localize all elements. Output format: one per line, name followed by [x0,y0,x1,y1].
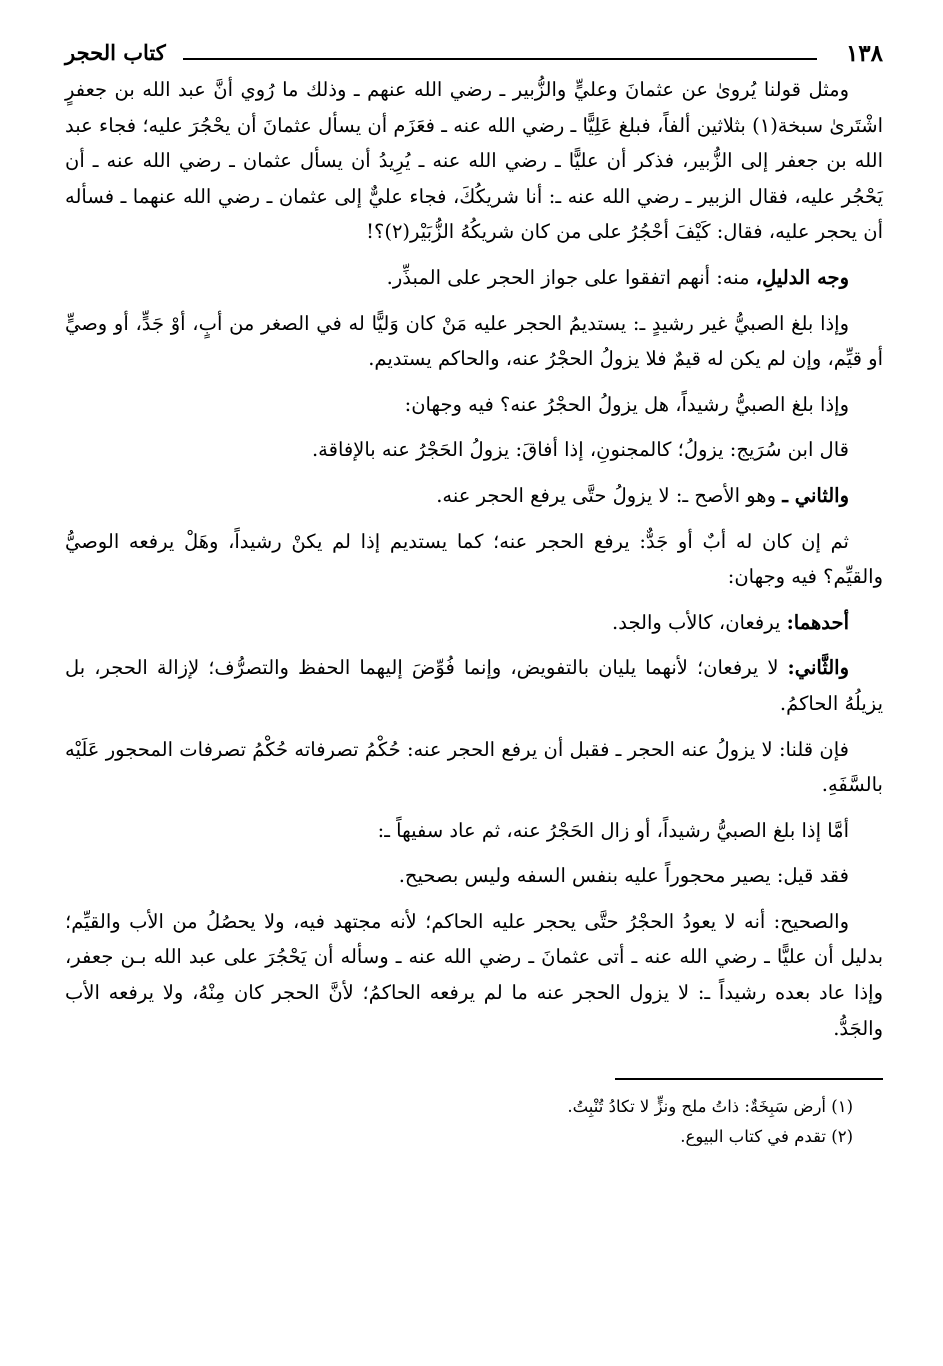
page-header [65,38,883,72]
paragraph-text: وإذا بلغ الصبيُّ رشيداً، هل يزولُ الحجْرُ عنه؟ فيه وجهان: [404,392,849,416]
footnote: (٢) تقدم في كتاب البيوع. [680,1127,853,1147]
running-title: كتاب الحجر [65,40,166,65]
paragraph [65,72,883,250]
paragraph [65,650,883,721]
paragraph-text: وإذا بلغ الصبيُّ غير رشيدٍ ـ: يستديمُ الحجر عليه مَنْ كان وَليًّا له في الصغر من أبٍ، أوْ جَدٍّ، أو وصيٍّ أو قيِّم، وإن لم يكن له قيمٌ فلا يزولُ الحجْرُ عنه، والحاكم يستديم. [65,311,883,371]
paragraph-lead: والثاني ـ [782,483,849,507]
paragraph-text: يرفعان، كالأب والجد. [612,610,787,634]
paragraph [65,605,883,641]
paragraph-lead: أحدهما: [786,610,849,634]
paragraph-text: لا يرفعان؛ لأنهما يليان بالتفويض، وإنما فُوِّضَ إليهما الحفظ والتصرُّف؛ لإزالة الحجر، بل يزيلُهُ الحاكمُ. [65,656,883,715]
paragraph-text: قال ابن سُرَيج: يزولُ؛ كالمجنونِ، إذا أفاقَ: يزولُ الحَجْرُ عنه بالإفاقة. [311,438,849,462]
paragraph-text: أمَّا إذا بلغ الصبيُّ رشيداً، أو زال الحَجْرُ عنه، ثم عاد سفيهاً ـ: [377,818,849,842]
header-rule [183,58,817,60]
paragraph-lead: وجه الدليلِ، [755,265,849,289]
page-body [65,72,883,1046]
paragraph [65,524,883,595]
paragraph-text: وهو الأصح ـ: لا يزولُ حتَّى يرفع الحجر عنه. [436,483,783,507]
paragraph-text: فإن قلنا: لا يزولُ عنه الحجر ـ فقبل أن يرفع الحجر عنه: حُكْمُ تصرفاته حُكْمُ تصرفات المحجور عَلَيْه بالسَّفَهِ. [65,737,883,797]
paragraph [65,813,883,849]
paragraph [65,904,883,1046]
book-page [65,38,883,1152]
paragraph-text: ومثل قولنا يُروىٰ عن عثمانَ وعليٍّ والزُّبير ـ رضي الله عنهم ـ وذلك ما رُوي أنَّ عبد الله بن جعفرٍ اشْتَرىٰ سبخة(١) بثلاثين ألفاً، فبلغ عَلِيًّا ـ رضي الله عنه ـ فعَزَم أن يسأل عثمانَ أن يحْجُرَ عليه؛ فجاء عبد الله بن جعفر إلى الزُّبير، فذكر أن عليًّا ـ رضي الله عنه ـ يُرِيدُ أن يسأل عثمان ـ رضي الله عنه ـ أن يَحْجُر عليه، فقال الزبير ـ رضي الله عنه ـ: أنا شريكُكَ، فجاء عليٌّ إلى عثمان ـ رضي الله عنهما ـ فسأله أن يحجر عليه، فقال: كَيْفَ أحْجُرُ على من كان شريكُهُ الزُّبَيْر(٢)؟! [65,78,883,244]
paragraph [65,478,883,514]
footnote: (١) أرض سَبِخَةٌ: ذاتُ ملح ونزٍّ لا تكادُ تُنْبِتُ. [567,1097,853,1117]
paragraph [65,387,883,423]
paragraph-text: والصحيح: أنه لا يعودُ الحجْرُ حتَّى يحجر عليه الحاكم؛ لأنه مجتهد فيه، ولا يحصُلُ من الأب والقيِّم؛ بدليل أن عليًّا ـ رضي الله عنه ـ أتى عثمانَ ـ رضي الله عنه ـ وسأله أن يَحْجُرَ على عبد الله بـن جعفر، وإذا عاد بعده رشيداً ـ: لا يزول الحجر عنه ما لم يرفعه الحاكمُ؛ لأنَّ الحجر كان مِنْهُ، ولا يرفعه الأب والجَدُّ. [65,909,883,1040]
paragraph-text: فقد قيل: يصير محجوراً عليه بنفس السفه وليس بصحيح. [398,864,849,888]
paragraph [65,260,883,296]
paragraph-text: منه: أنهم اتفقوا على جواز الحجر على المبذِّر. [386,265,756,289]
page-number: ١٣٨ [845,40,883,67]
paragraph [65,858,883,894]
footnotes [65,1092,883,1152]
paragraph-lead: والثَّاني: [787,656,849,680]
paragraph-text: ثم إن كان له أبٌ أو جَدٌّ: يرفع الحجر عنه؛ كما يستديم إذا لم يكنْ رشيداً، وهَلْ يرفعه الوصيُّ والقيِّم؟ فيه وجهان: [65,529,883,589]
footnote-separator [615,1078,883,1080]
paragraph [65,432,883,468]
paragraph [65,732,883,803]
paragraph [65,306,883,377]
